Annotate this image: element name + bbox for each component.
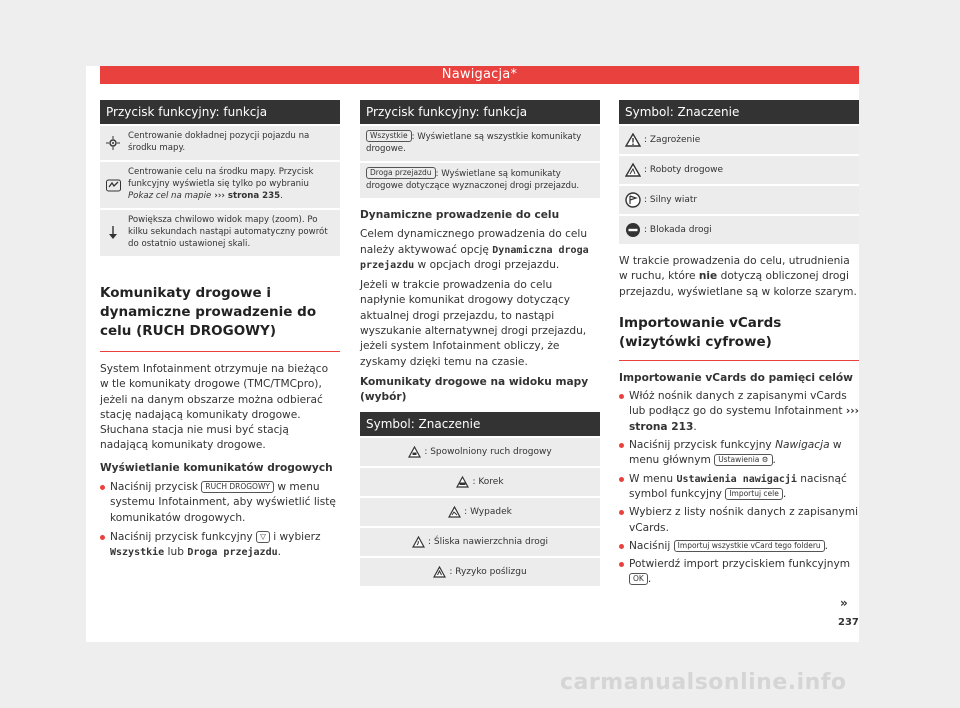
section3-heading: Importowanie vCards (wizytówki cyfrowe) <box>619 314 782 350</box>
import-all-vcards-button[interactable]: Importuj wszystkie vCard tego folderu <box>674 540 825 552</box>
table4-row: : Zagrożenie <box>619 124 859 154</box>
import-destinations-button[interactable]: Importuj cele <box>725 488 783 500</box>
ok-button[interactable]: OK <box>629 573 648 585</box>
all-key[interactable]: Wszystkie <box>366 130 412 142</box>
table2-row: Wszystkie : Wyświetlane są wszystkie komunikaty drogowe. <box>360 124 600 161</box>
table4-row: : Roboty drogowe <box>619 154 859 184</box>
instruction-bullet: Włóż nośnik danych z zapisanymi vCards lub podłącz go do systemu Infotainment ››› strona 213. <box>619 389 859 435</box>
road-closure-icon <box>625 222 641 238</box>
table4-row: : Blokada drogi <box>619 214 859 244</box>
roadworks-icon <box>625 163 641 177</box>
section2-heading: Dynamiczne prowadzenie do celu <box>360 209 560 221</box>
column-1 <box>100 100 340 561</box>
table3-row: : Ryzyko poślizgu <box>360 556 600 586</box>
table1-row-text: Centrowanie celu na środku mapy. Przycisk funkcyjny wyświetla się tylko po wybraniu Pokaz cel na mapie ››› strona 235. <box>128 167 314 201</box>
settings-button[interactable]: Ustawienia ⚙ <box>714 454 772 466</box>
section2-subheading: Komunikaty drogowe na widoku mapy (wybór) <box>360 375 589 404</box>
accident-icon <box>448 506 461 518</box>
table1-row-text: Powiększa chwilowo widok mapy (zoom). Po kilku sekundach nastąpi automatyczny powrót do ostatnio ustawionej skali. <box>128 215 328 249</box>
table1-row <box>100 208 340 256</box>
table4-header: Symbol: Znaczenie <box>619 100 859 124</box>
instruction-bullet: Naciśnij przycisk funkcyjny ▽ i wybierz Wszystkie lub Droga przejazdu. <box>100 530 340 561</box>
page-number: 237 <box>838 617 859 628</box>
column-3 <box>619 100 859 588</box>
traffic-jam-icon <box>456 476 469 488</box>
table1-row <box>100 160 340 208</box>
filter-button[interactable]: ▽ <box>256 531 270 543</box>
section2-paragraph: Jeżeli w trakcie prowadzenia do celu napłynie komunikat drogowy dotyczący aktualnej drogi przejazdu, to nastąpi wyszukanie alternatywnej drogi przejazdu, jeżeli system Infotainment obliczy, że zyskamy dzięki temu na czasie. <box>360 279 587 368</box>
locate-vehicle-icon <box>100 126 126 160</box>
page-header: Nawigacja* <box>100 66 859 84</box>
instruction-bullet: Potwierdź import przyciskiem funkcyjnym OK . <box>619 557 859 588</box>
route-key[interactable]: Droga przejazdu <box>366 167 436 179</box>
column-2 <box>360 100 600 586</box>
table2-row: Droga przejazdu : Wyświetlane są komunikaty drogowe dotyczące wyznaczonej drogi przejazdu. <box>360 161 600 198</box>
map-center-destination-icon <box>100 162 126 208</box>
instruction-bullet: Naciśnij Importuj wszystkie vCard tego folderu . <box>619 539 859 554</box>
watermark: carmanualsonline.info <box>560 670 847 695</box>
table1-header: Przycisk funkcyjny: funkcja <box>100 100 340 124</box>
skid-risk-icon <box>433 566 446 578</box>
section3-paragraph: W trakcie prowadzenia do celu, utrudnienia w ruchu, które nie dotyczą obliczonej drogi przejazdu, wyświetlane są w kolorze szarym. <box>619 255 857 298</box>
slow-traffic-icon <box>408 446 421 458</box>
table1-row-text: Centrowanie dokładnej pozycji pojazdu na środku mapy. <box>128 131 310 153</box>
strong-wind-icon <box>625 192 641 208</box>
instruction-bullet: Wybierz z listy nośnik danych z zapisanymi vCards. <box>619 505 859 536</box>
instruction-bullet: W menu Ustawienia nawigacji nacisnąć symbol funkcyjny Importuj cele . <box>619 472 859 503</box>
slippery-road-icon <box>412 536 425 548</box>
table2-header: Przycisk funkcyjny: funkcja <box>360 100 600 124</box>
instruction-bullet: Naciśnij przycisk RUCH DROGOWY w menu systemu Infotainment, aby wyświetlić listę komunikatów drogowych. <box>100 480 340 526</box>
section3-subheading: Importowanie vCards do pamięci celów <box>619 371 853 384</box>
hazard-icon <box>625 133 641 147</box>
instruction-bullet: Naciśnij przycisk funkcyjny Nawigacja w menu głównym Ustawienia ⚙ . <box>619 438 859 469</box>
table3-row: : Spowolniony ruch drogowy <box>360 436 600 466</box>
continue-mark: » <box>840 596 848 610</box>
table3-row: : Wypadek <box>360 496 600 526</box>
section2-paragraph: Celem dynamicznego prowadzenia do celu należy aktywować opcję Dynamiczna droga przejazdu w opcjach drogi przejazdu. <box>360 228 589 271</box>
section1-heading: Komunikaty drogowe i dynamiczne prowadzenie do celu (RUCH DROGOWY) <box>100 285 317 339</box>
table3-header: Symbol: Znaczenie <box>360 412 600 436</box>
section1-paragraph: System Infotainment otrzymuje na bieżąco w tle komunikaty drogowe (TMC/TMCpro), jeżeli na danym obszarze można odbierać stację nadającą komunikaty drogowe. Słuchana stacja nie musi być stacją nadającą komunikaty drogowe. <box>100 363 329 452</box>
table1-row <box>100 124 340 160</box>
table3-row: : Korek <box>360 466 600 496</box>
table3-row: : Śliska nawierzchnia drogi <box>360 526 600 556</box>
table4-row: : Silny wiatr <box>619 184 859 214</box>
ruch-drogowy-button[interactable]: RUCH DROGOWY <box>201 481 274 493</box>
zoom-auto-icon <box>100 210 126 256</box>
section1-subheading: Wyświetlanie komunikatów drogowych <box>100 461 333 474</box>
